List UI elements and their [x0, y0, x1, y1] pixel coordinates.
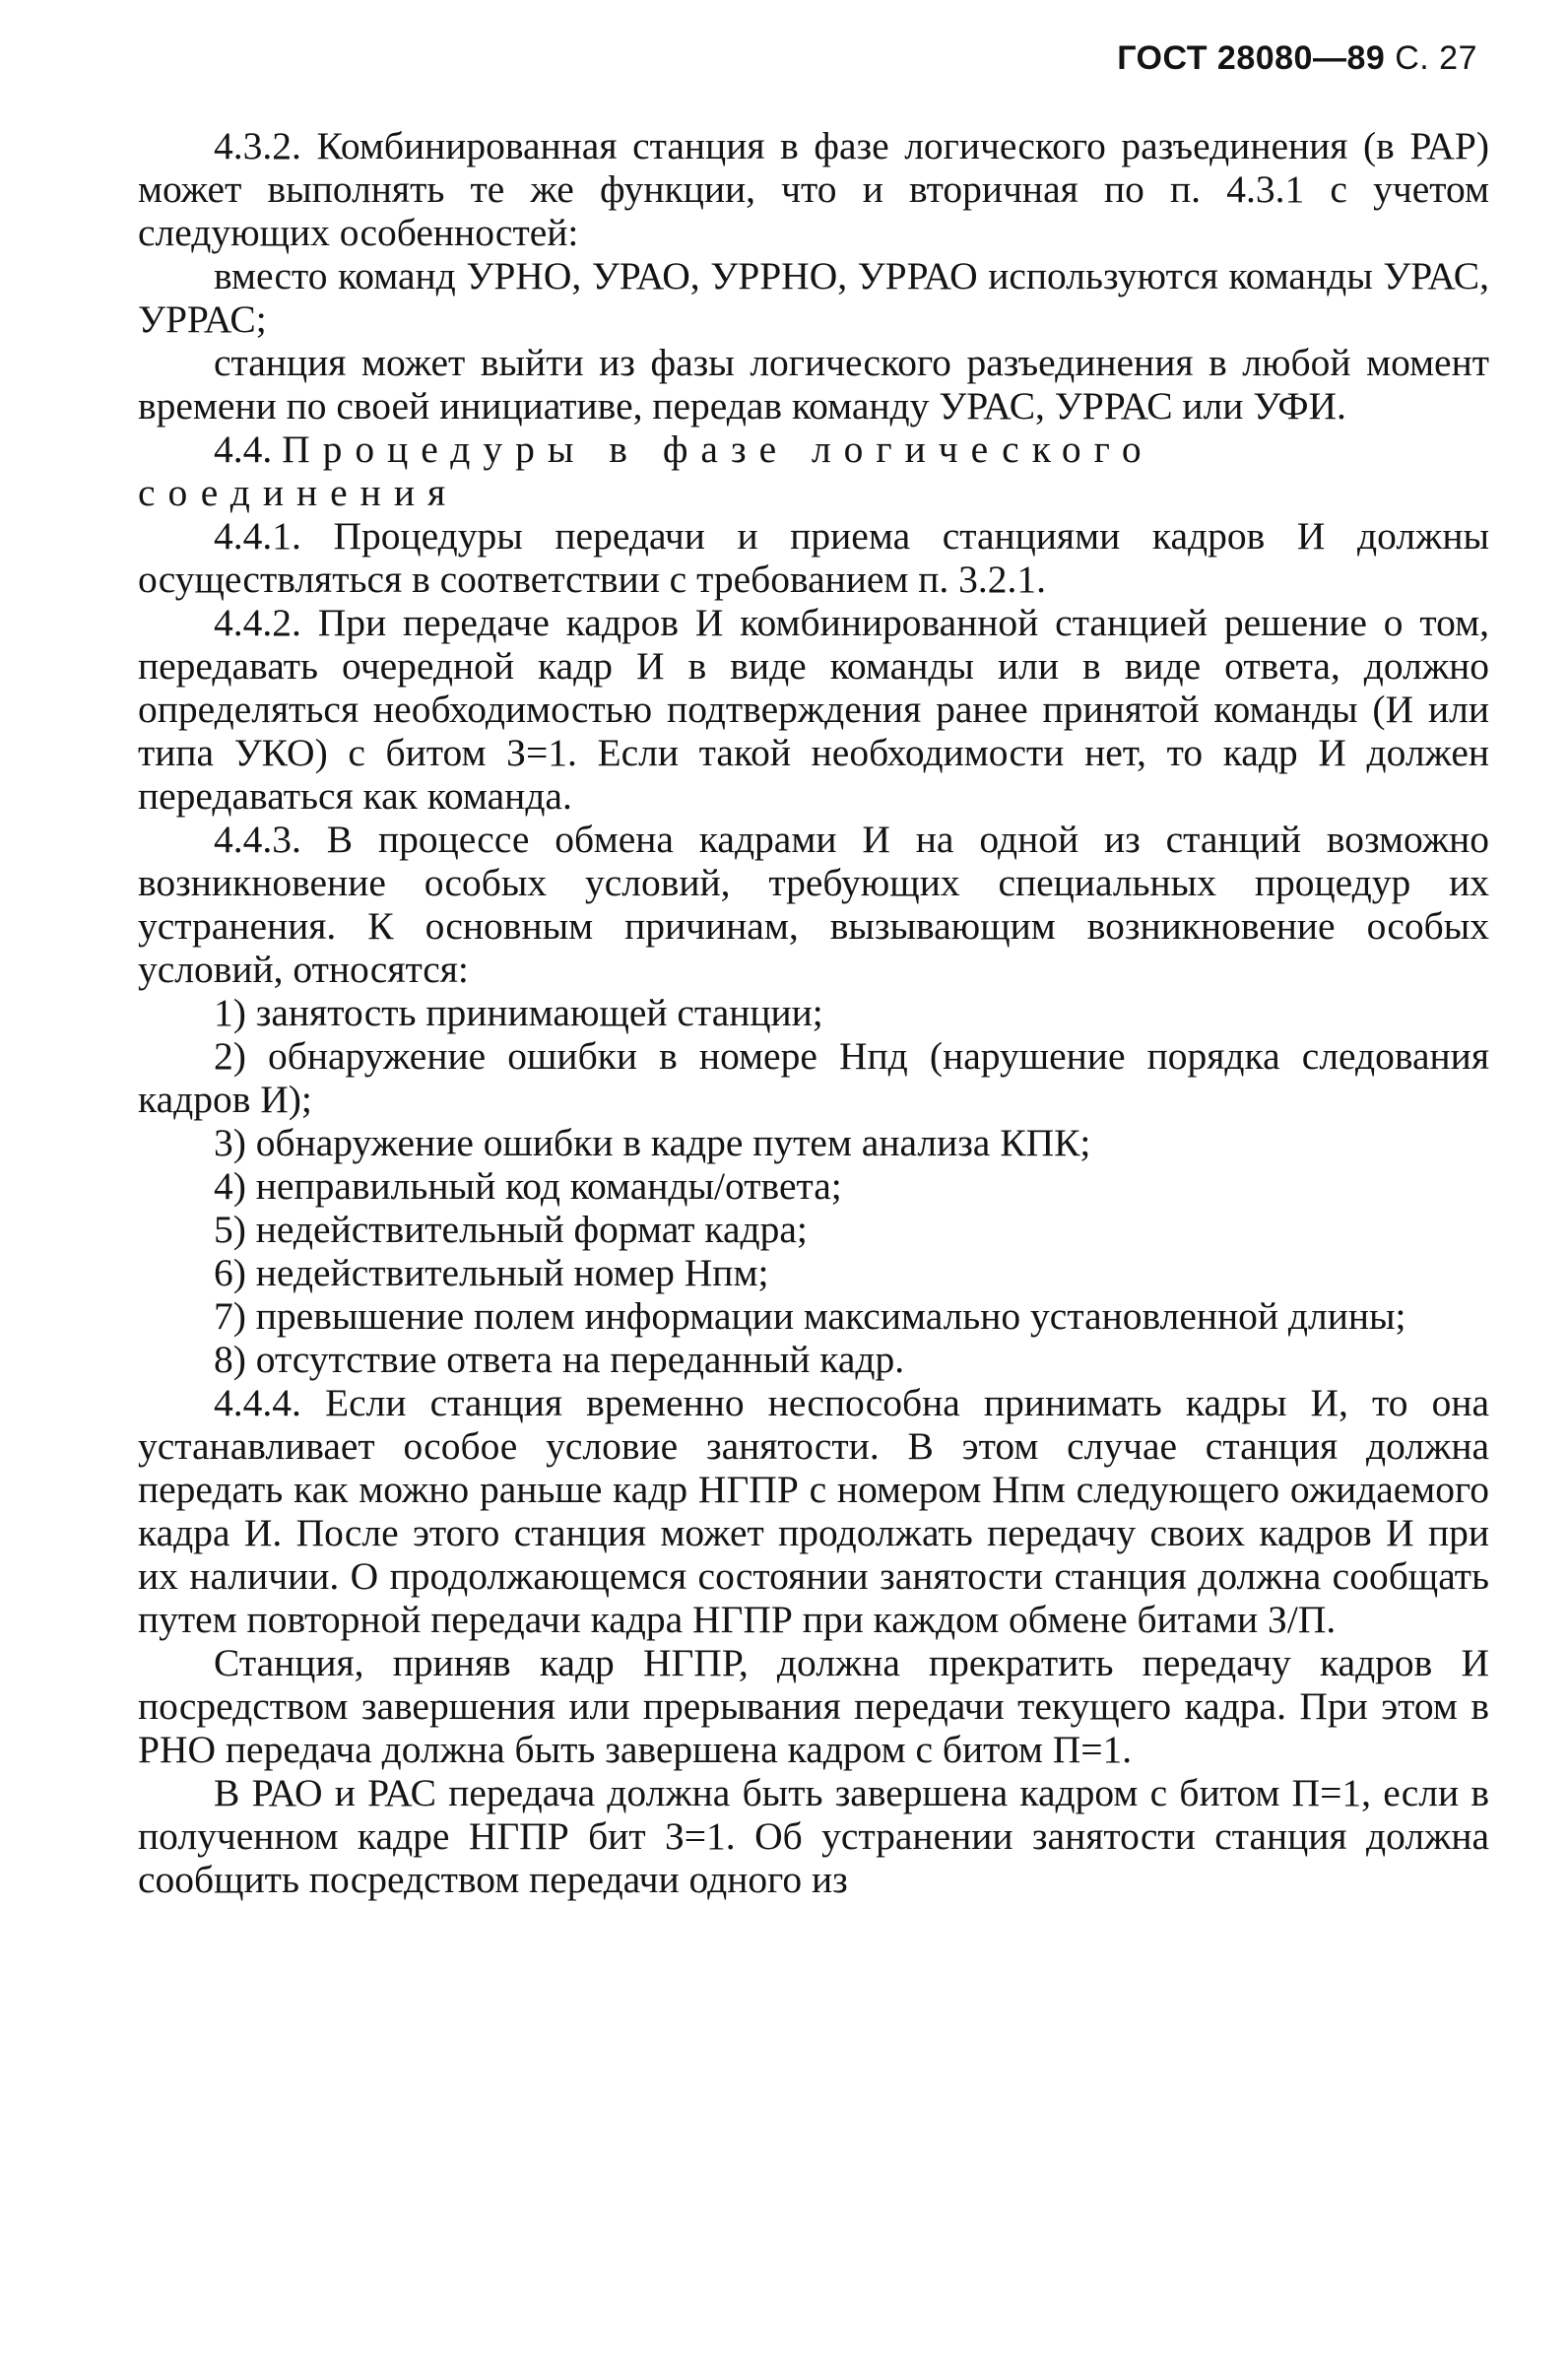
paragraph-4-4-2: 4.4.2. При передаче кадров И комбинированной станцией решение о том, передавать очередной кадр И в виде команды или в виде ответа, должно определяться необходимостью подтверждения ранее принятой команды (И или типа УКО) с битом З=1. Если такой необходимости нет, то кадр И должен передаваться как команда.	[138, 601, 1489, 818]
list-item: 2) обнаружение ошибки в номере Нпд (нарушение порядка следования кадров И);	[138, 1034, 1489, 1121]
list-item: 8) отсутствие ответа на переданный кадр.	[214, 1338, 905, 1381]
paragraph-4-4-3: 4.4.3. В процессе обмена кадрами И на одной из станций возможно возникновение особых условий, требующих специальных процедур их устранения. К основным причинам, вызывающим возникновение особых условий, относятся:	[138, 818, 1489, 991]
body-text	[138, 124, 1489, 1901]
list-item: 7) превышение полем информации максимально установленной длины;	[214, 1294, 1406, 1338]
page-header	[1117, 39, 1477, 78]
list-item: 5) недействительный формат кадра;	[214, 1208, 808, 1251]
list-item: 1) занятость принимающей станции;	[214, 991, 823, 1034]
paragraph-commands: вместо команд УРНО, УРАО, УРРНО, УРРАО используются команды УРАС, УРРАС;	[138, 254, 1489, 341]
paragraph-4-4-1: 4.4.1. Процедуры передачи и приема станциями кадров И должны осуществляться в соответствии с требованием п. 3.2.1.	[138, 514, 1489, 601]
page-number: С. 27	[1395, 39, 1477, 77]
list-item: 4) неправильный код команды/ответа;	[214, 1164, 842, 1208]
list-item: 6) недействительный номер Нпм;	[214, 1251, 769, 1294]
paragraph-4-4-4: 4.4.4. Если станция временно неспособна принимать кадры И, то она устанавливает особое условие занятости. В этом случае станция должна передать как можно раньше кадр НГПР с номером Нпм следующего ожидаемого кадра И. После этого станция может продолжать передачу своих кадров И при их наличии. О продолжающемся состоянии занятости станция должна сообщать путем повторной передачи кадра НГПР при каждом обмене битами З/П.	[138, 1381, 1489, 1641]
section-number: 4.4.	[214, 428, 273, 471]
standard-number: ГОСТ 28080—89	[1117, 39, 1386, 77]
paragraph-ngpr: Станция, приняв кадр НГПР, должна прекратить передачу кадров И посредством завершения или прерывания передачи текущего кадра. При этом в РНО передача должна быть завершена кадром с битом П=1.	[138, 1641, 1489, 1771]
list-item: 3) обнаружение ошибки в кадре путем анализа КПК;	[214, 1121, 1091, 1164]
paragraph-4-3-2: 4.3.2. Комбинированная станция в фазе логического разъединения (в РАР) может выполнять те же функции, что и вторичная по п. 4.3.1 с учетом следующих особенностей:	[138, 124, 1489, 254]
section-title: Процедуры в фазе логического соединения	[138, 428, 1154, 514]
section-heading-4-4	[138, 428, 1489, 514]
paragraph-exit: станция может выйти из фазы логического разъединения в любой момент времени по своей инициативе, передав команду УРАС, УРРАС или УФИ.	[138, 341, 1489, 428]
paragraph-rao-ras: В РАО и РАС передача должна быть завершена кадром с битом П=1, если в полученном кадре НГПР бит З=1. Об устранении занятости станция должна сообщить посредством передачи одного из	[138, 1771, 1489, 1901]
